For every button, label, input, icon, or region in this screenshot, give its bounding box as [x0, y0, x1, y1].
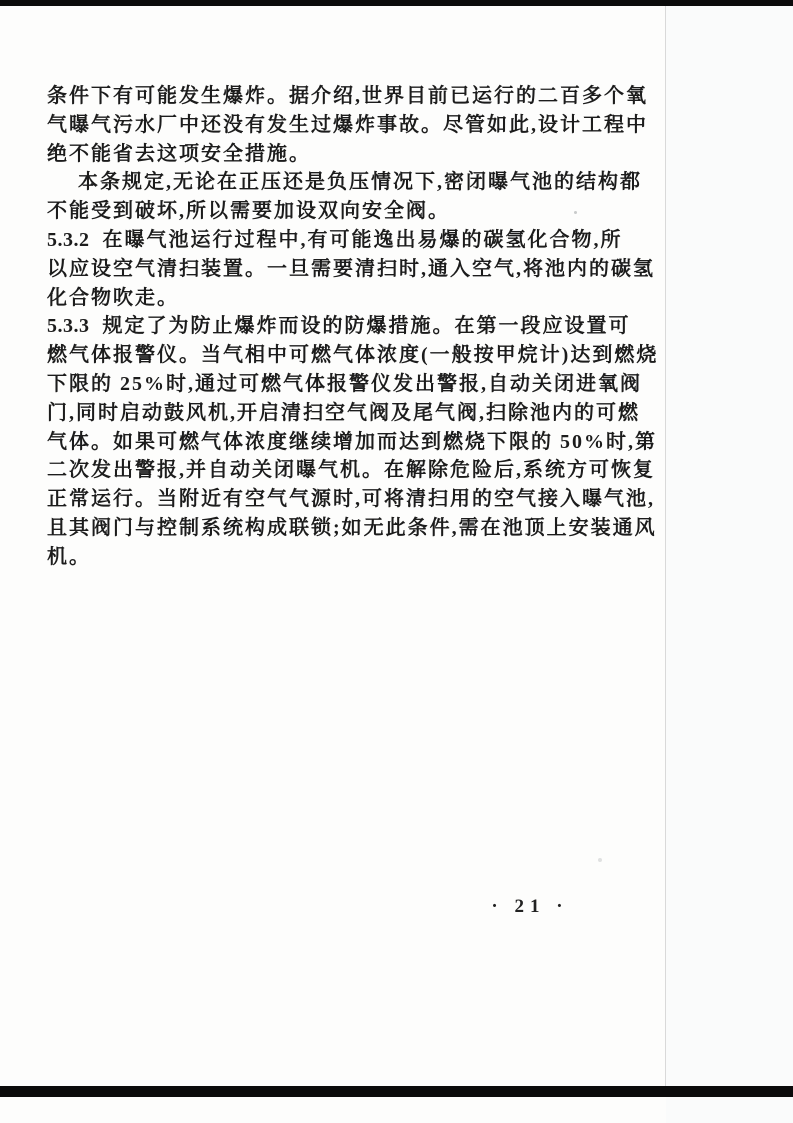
scan-artifact-bottom-bar: [0, 1086, 793, 1097]
text-line: 气曝气污水厂中还没有发生过爆炸事故。尽管如此,设计工程中: [47, 113, 648, 136]
scan-speck: [574, 211, 577, 214]
text-line: 二次发出警报,并自动关闭曝气机。在解除危险后,系统方可恢复: [47, 459, 655, 482]
text-line: 机。: [47, 545, 91, 568]
text-line: 不能受到破坏,所以需要加设双向安全阀。: [47, 200, 450, 223]
clause-text: 规定了为防止爆炸而设的防爆措施。在第一段应设置可: [102, 315, 631, 338]
page-number: · 21 ·: [491, 896, 569, 917]
text-line: 绝不能省去这项安全措施。: [47, 142, 311, 165]
text-line: 且其阀门与控制系统构成联锁;如无此条件,需在池顶上安装通风: [47, 516, 657, 539]
text-line: 气体。如果可燃气体浓度继续增加而达到燃烧下限的 50%时,第: [47, 430, 657, 453]
text-line-paragraph-start: 本条规定,无论在正压还是负压情况下,密闭曝气池的结构都: [78, 171, 642, 194]
clause-number: 5.3.2: [47, 228, 90, 251]
text-line: 门,同时启动鼓风机,开启清扫空气阀及尾气阀,扫除池内的可燃: [47, 401, 640, 424]
body-text-block: [47, 82, 659, 572]
right-margin-strip: [666, 0, 793, 1123]
text-line: 燃气体报警仪。当气相中可燃气体浓度(一般按甲烷计)达到燃烧: [47, 344, 659, 367]
text-line-clause-532: [47, 226, 649, 255]
text-line-clause-533: [47, 312, 649, 341]
clause-number: 5.3.3: [47, 315, 90, 338]
text-line: 正常运行。当附近有空气气源时,可将清扫用的空气接入曝气池,: [47, 488, 655, 511]
clause-text: 在曝气池运行过程中,有可能逸出易爆的碳氢化合物,所: [102, 228, 623, 251]
text-line: 化合物吹走。: [47, 286, 179, 309]
scan-speck: [598, 858, 602, 862]
scan-artifact-top-bar: [0, 0, 793, 6]
text-line: 下限的 25%时,通过可燃气体报警仪发出警报,自动关闭进氧阀: [47, 372, 642, 395]
page-edge-line: [665, 5, 666, 1087]
text-line: 条件下有可能发生爆炸。据介绍,世界目前已运行的二百多个氧: [47, 85, 648, 107]
text-line: 以应设空气清扫装置。一旦需要清扫时,通入空气,将池内的碳氢: [47, 257, 655, 280]
